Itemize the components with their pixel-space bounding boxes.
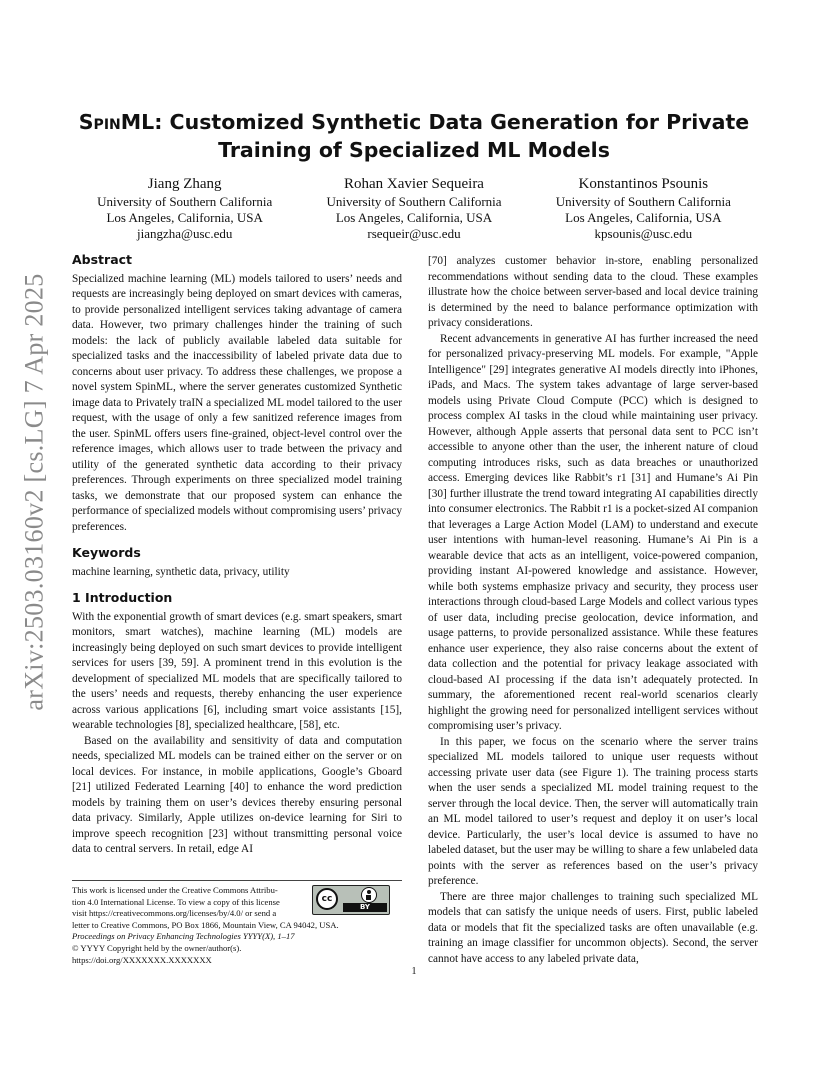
title-line-1-rest: : Customized Synthetic Data Generation for Private [154, 110, 750, 134]
page-number: 1 [411, 966, 417, 977]
left-column [72, 252, 402, 858]
author-email: jiangzha@usc.edu [136, 226, 233, 241]
author-affiliation: University of Southern California [97, 194, 273, 209]
paper-title [70, 108, 758, 164]
author-3 [529, 175, 758, 242]
venue-line: Proceedings on Privacy Enhancing Technologies YYYY(X), 1–17 [72, 931, 295, 942]
keywords-section [72, 545, 402, 580]
doi-link[interactable]: https://doi.org/XXXXXXX.XXXXXXX [72, 954, 212, 965]
license-line: letter to Creative Commons, PO Box 1866, Mountain View, CA 94042, USA. [72, 919, 339, 930]
person-icon [361, 887, 377, 903]
right-paragraph-4: There are three major challenges to training such specialized ML models that can satisfy the unique needs of users. First, public labeled data or models that fit the specialized tasks are often unavailable (e.g. training an image classifier for uncommon objects). Second, the server cannot have access to any labeled private data, [428, 890, 758, 965]
author-1 [70, 175, 299, 242]
right-column [428, 254, 758, 967]
keywords-heading: Keywords [72, 545, 141, 560]
arxiv-identifier [20, 273, 49, 711]
author-location: Los Angeles, California, USA [335, 210, 493, 225]
system-name: SpinML [78, 110, 155, 134]
title-line-2: Training of Specialized ML Models [218, 138, 610, 162]
right-paragraph-2: Recent advancements in generative AI has further increased the need for personalized privacy-preserving ML models. For example, "Apple Intelligence" [29] integrates generative AI models directly into iPhones, iPads, and Macs. The system takes advantage of large server-based models using Private Cloud Compute (PCC) which is designed to process complex AI tasks in the cloud while maintaining user privacy. However, although Apple asserts that personal data sent to PCC isn’t accessible to anyone other than the user, the inherent nature of cloud computing introduces risks, such as data breaches or unauthorized access. Emerging devices like Rabbit’s r1 [31] and Humane’s Ai Pin [30] further illustrate the trend toward integrating AI capabilities directly into consumer electronics. The Rabbit r1 is a pocket-sized AI companion that leverages a Large Action Model (LAM) to understand and execute user intentions with human-level reasoning. Humane’s Ai Pin is a wearable device that acts as an intelligent, voice-powered companion, providing instant AI-powered knowledge and assistance. However, while both systems emphasize privacy and security, they process user interactions through cloud-based Large Models and collect various types of user data, including precise geolocation, device information, and usage patterns, to provide personalized assistance. While these features enhance user experience, they also raise concerns about the extent of data collection and the potential for privacy leakage associated with cloud-based AI processing if the data isn’t adequately protected. In summary, the aforementioned recent real-world scenarios clearly highlight the growing need for personalized intelligent services without compromising user’s privacy. [428, 332, 758, 732]
author-name: Konstantinos Psounis [578, 176, 709, 192]
author-name: Rohan Xavier Sequeira [344, 176, 484, 192]
by-label: BY [343, 903, 387, 912]
introduction-section [72, 590, 402, 858]
license-line: visit https://creativecommons.org/licenses/by/4.0/ or send a [72, 908, 277, 919]
right-paragraph-3: In this paper, we focus on the scenario where the server trains specialized ML models tailored to unique user requests without accessing private user data (see Figure 1). The training process starts when the user sends a specialized ML model training request to the server through the local device. Then, the server will automatically train an ML model tailored to user’s request and deploy it on user’s local device. Particularly, the user’s local device is assumed to have no labeled dataset, but the user may be willing to share a few unlabeled data points with the server as references based on the user’s privacy preference. [428, 735, 758, 887]
author-email: kpsounis@usc.edu [594, 226, 693, 241]
author-name: Jiang Zhang [147, 176, 222, 192]
intro-paragraph-2: Based on the availability and sensitivity of data and computation needs, specialized ML models can be trained either on the server or on local devices. For instance, in mobile applications, Google’s Gboard [21] utilized Federated Learning [40] to enhance the word prediction models by training them on user’s devices thereby ensuring personal data privacy. Similarly, Apple utilizes on-device learning for Siri to improve speech recognition [23] without transmitting personal voice data to central servers. In retail, edge AI [72, 734, 402, 855]
license-line: This work is licensed under the Creative Commons Attribu- [72, 885, 278, 895]
license-line: tion 4.0 International License. To view a copy of this license [72, 896, 280, 907]
intro-paragraph-1: With the exponential growth of smart devices (e.g. smart speakers, smart monitors, smart watches), machine learning (ML) models are increasingly being deployed on such smart devices to provide intelligent services for users [39, 59]. A prominent trend in this evolution is the development of specialized ML models that are specifically tailored to the users’ needs and requests, thereby enhancing the user experience across various applications [6], including smart voice assistants [15], wearable technologies [8], specialized healthcare, [58], etc. [72, 610, 402, 731]
right-paragraph-1: [70] analyzes customer behavior in-store, enabling personalized recommendations without sending data to the cloud. These examples illustrate how the choice between server-based and local device training is determined by the need to balance performance optimization with privacy considerations. [428, 255, 758, 329]
cc-by-license-icon[interactable] [312, 885, 390, 915]
copyright-line: © YYYY Copyright held by the owner/author(s). [72, 942, 242, 953]
author-2 [299, 175, 528, 242]
author-email: rsequeir@usc.edu [367, 226, 461, 241]
cc-icon: cc [316, 888, 338, 910]
license-footnote [72, 880, 402, 966]
abstract-text: Specialized machine learning (ML) models tailored to users’ needs and requests are increasingly being deployed on smart devices with cameras, to provide personalized intelligent services taking advantage of camera data. However, two primary challenges hinder the training of such models: the lack of publicly available labeled data suitable for specialized tasks and the inaccessibility of labeled private data due to concerns about user privacy. To address these challenges, we propose a novel system SpinML, where the server generates customized Synthetic image data to Privately traIN a specialized ML model tailored to the user request, with the usage of only a few sanitized reference images from the user. SpinML offers users fine-grained, object-level control over the reference images, which allows user to trade between the privacy and utility of the generated synthetic data according to their privacy preferences. Through experiments on three specialized model training tasks, we demonstrate that our proposed system can enhance the performance of specialized models without compromising users’ privacy preferences. [72, 272, 402, 533]
abstract-heading: Abstract [72, 252, 133, 267]
arxiv-identifier-text: arXiv:2503.03160v2 [cs.LG] 7 Apr 2025 [20, 273, 49, 711]
author-affiliation: University of Southern California [555, 194, 731, 209]
keywords-text: machine learning, synthetic data, privacy, utility [72, 565, 290, 578]
author-location: Los Angeles, California, USA [106, 210, 263, 225]
author-block [70, 175, 758, 242]
introduction-heading: 1 Introduction [72, 590, 173, 605]
author-affiliation: University of Southern California [326, 194, 502, 209]
author-location: Los Angeles, California, USA [565, 210, 722, 225]
